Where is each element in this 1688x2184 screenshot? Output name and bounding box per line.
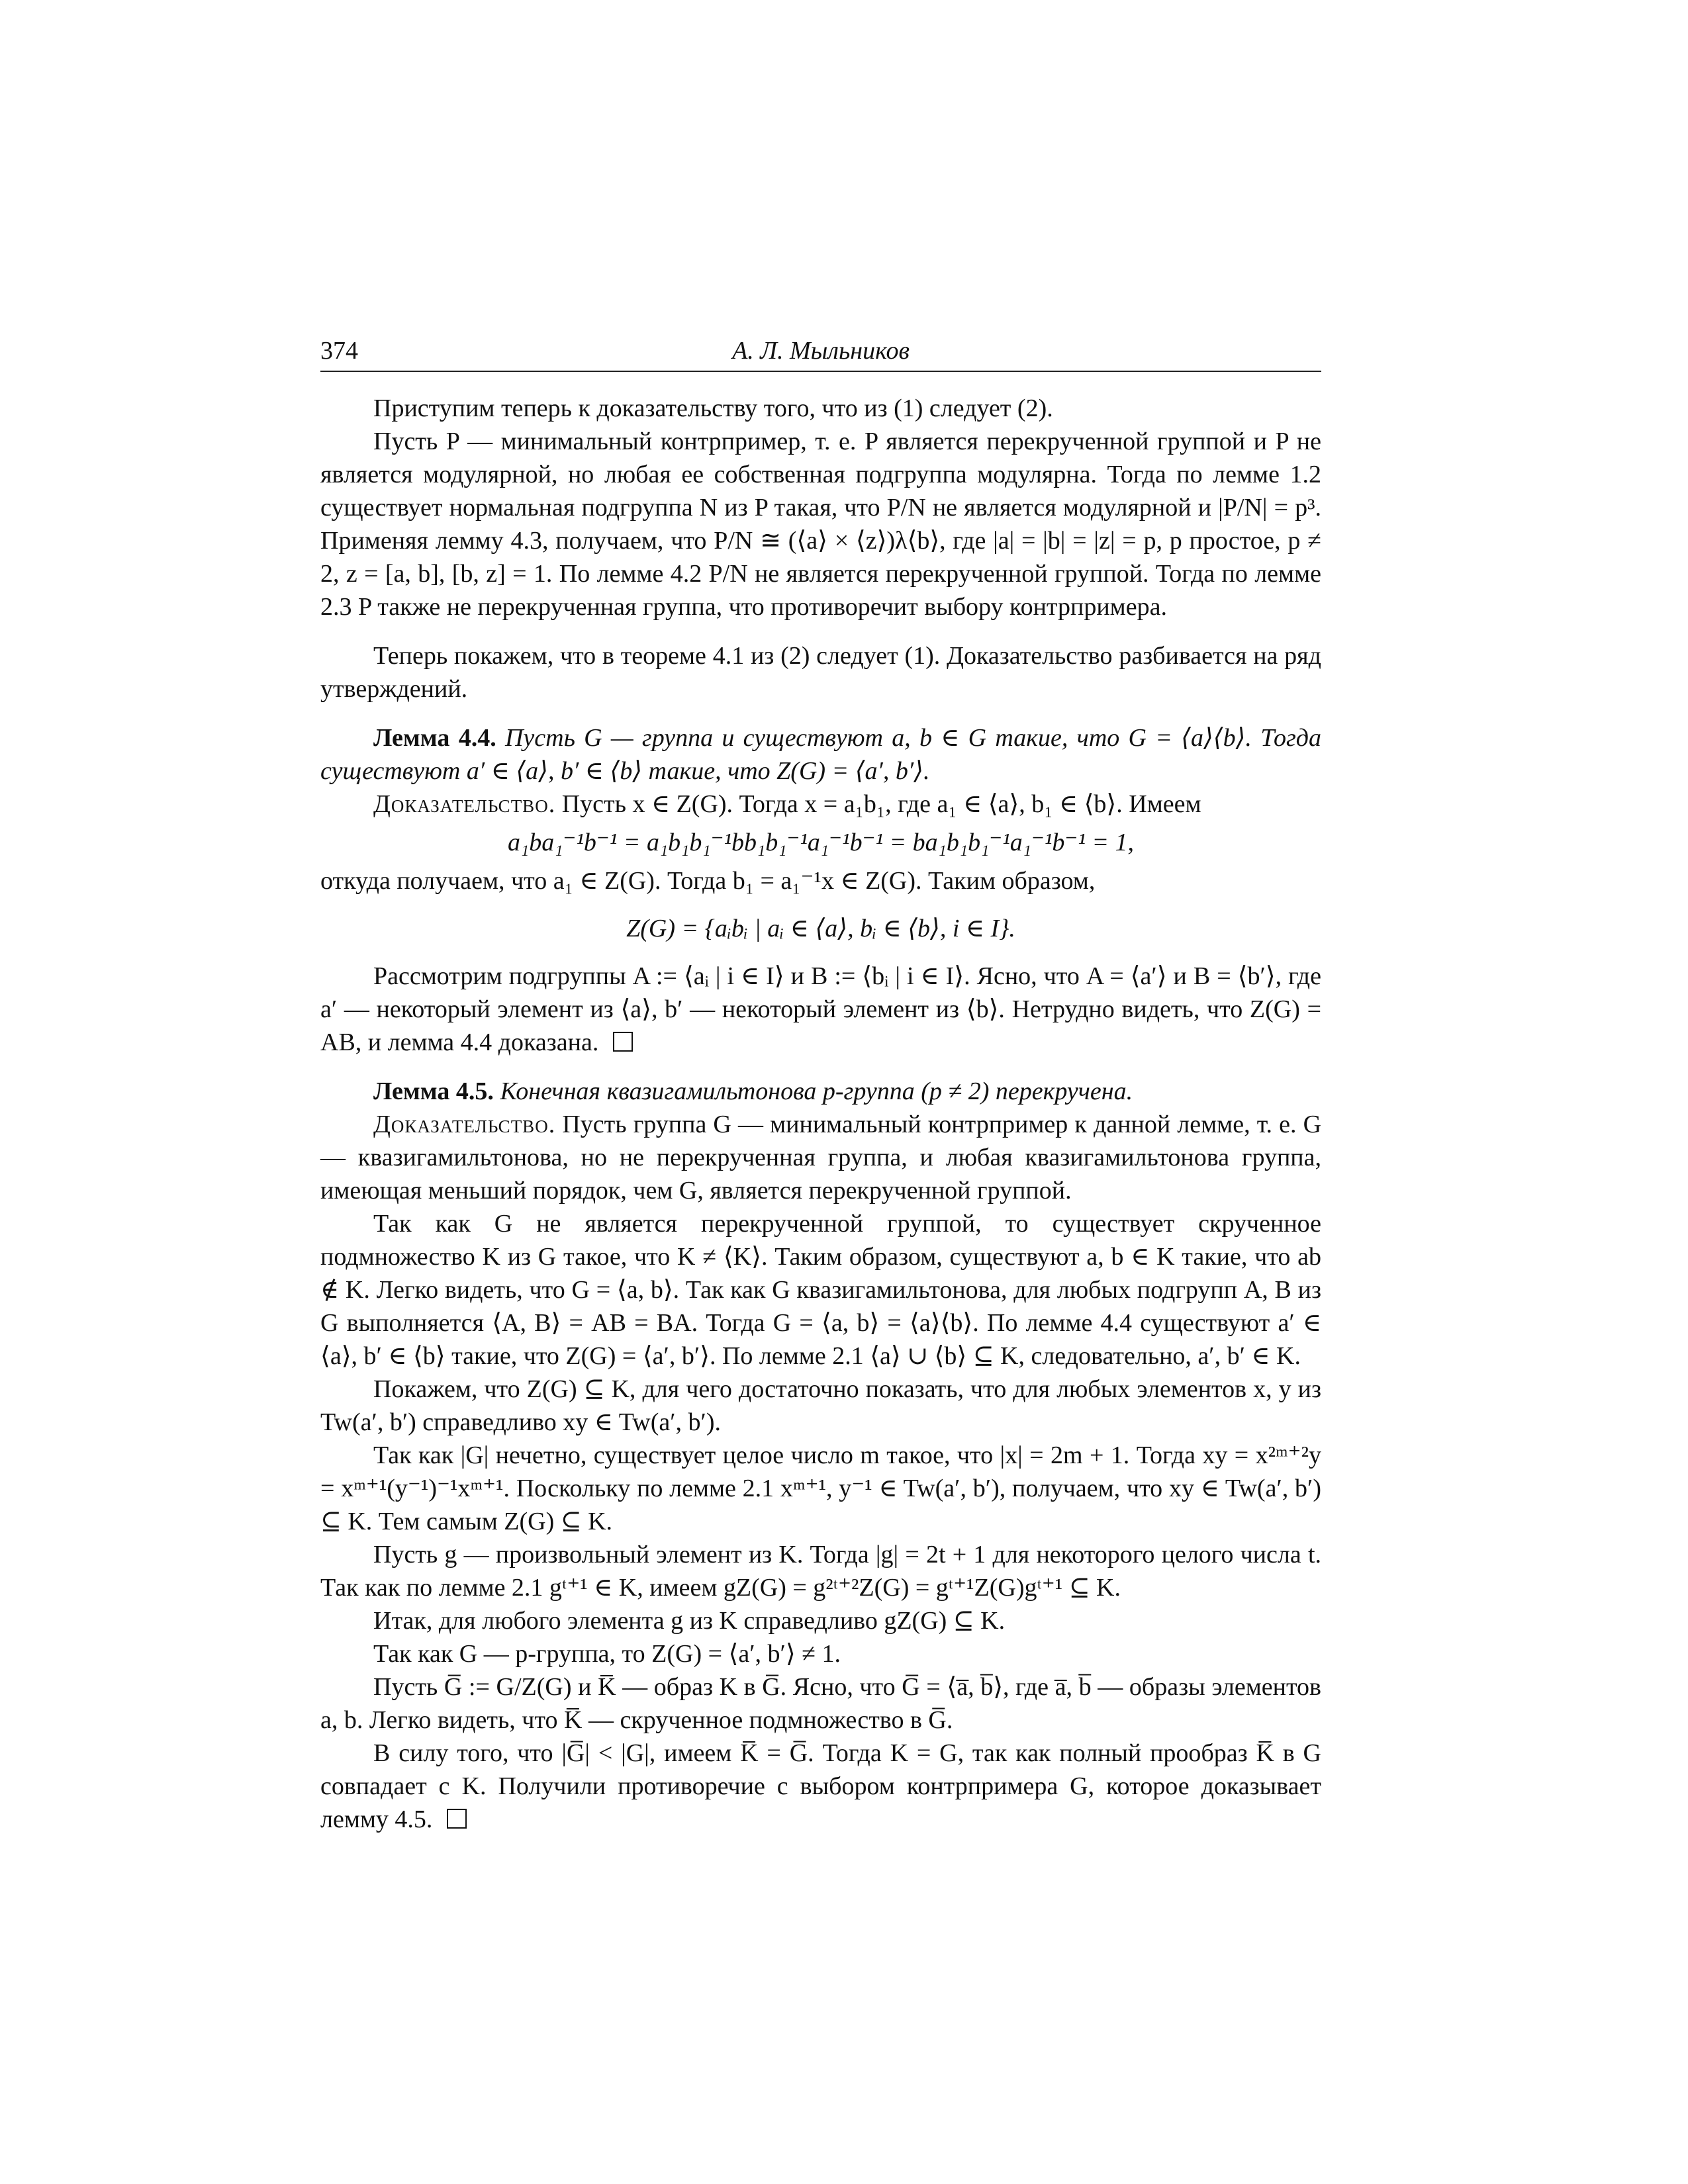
paragraph: Итак, для любого элемента g из K справедливо gZ(G) ⊆ K. (373, 1607, 1006, 1635)
paragraph: Приступим теперь к доказательству того, что из (1) следует (2). (373, 394, 1053, 422)
display-equation: Z(G) = {aᵢbᵢ | aᵢ ∈ ⟨a⟩, bᵢ ∈ ⟨b⟩, i ∈ I}. (626, 915, 1015, 942)
paragraph-text: В силу того, что |G̅| < |G|, имеем K̅ = G̅. Тогда K = G, так как полный прообраз K̅ в G совпадает с K. Получили противоречие с выбором контрпримера G, которое доказывает лемму 4.5. (320, 1739, 1321, 1833)
running-head-author: А. Л. Мыльников (732, 337, 910, 365)
paragraph: Пусть P — минимальный контрпример, т. е. P является перекрученной группой и P не является модулярной, но любая ее собственная подгруппа модулярна. Тогда по лемме 1.2 существует нормальная подгруппа N из P такая, что P/N не является модулярной и |P/N| = p³. Применяя лемму 4.3, получаем, что P/N ≅ (⟨a⟩ × ⟨z⟩)λ⟨b⟩, где |a| = |b| = |z| = p, p простое, p ≠ 2, z = [a, b], [b, z] = 1. По лемме 4.2 P/N не является перекрученной группой. Тогда по лемме 2.3 P также не перекрученная группа, что противоречит выбору контрпримера. (320, 428, 1321, 621)
lemma-statement: Конечная квазигамильтонова p-группа (p ≠ 2) перекручена. (500, 1077, 1133, 1105)
lemma-title: Лемма 4.5. (373, 1077, 494, 1105)
proof-4-4 (320, 788, 1321, 821)
proof-text: Пусть x ∈ Z(G). Тогда x = a₁b₁, где a₁ ∈ ⟨a⟩, b₁ ∈ ⟨b⟩. Имеем (561, 790, 1201, 818)
proof-heading: Доказательство. (373, 790, 556, 818)
display-equation: a₁ba₁⁻¹b⁻¹ = a₁b₁b₁⁻¹bb₁b₁⁻¹a₁⁻¹b⁻¹ = ba₁b₁b₁⁻¹a₁⁻¹b⁻¹ = 1, (507, 829, 1134, 856)
lemma-4-5 (320, 1075, 1321, 1108)
paragraph: Пусть g — произвольный элемент из K. Тогда |g| = 2t + 1 для некоторого целого числа t. Так как по лемме 2.1 gᵗ⁺¹ ∈ K, имеем gZ(G) = g²ᵗ⁺²Z(G) = gᵗ⁺¹Z(G)gᵗ⁺¹ ⊆ K. (320, 1541, 1321, 1602)
lemma-4-4 (320, 721, 1321, 788)
paragraph (320, 960, 1321, 1059)
paragraph: Теперь покажем, что в теореме 4.1 из (2) следует (1). Доказательство разбивается на ряд утверждений. (320, 642, 1321, 703)
paragraph: Так как |G| нечетно, существует целое число m такое, что |x| = 2m + 1. Тогда xy = x²ᵐ⁺²y = xᵐ⁺¹(y⁻¹)⁻¹xᵐ⁺¹. Поскольку по лемме 2.1 xᵐ⁺¹, y⁻¹ ∈ Tw(a′, b′), получаем, что xy ∈ Tw(a′, b′) ⊆ K. Тем самым Z(G) ⊆ K. (320, 1441, 1321, 1535)
proof-heading: Доказательство. (373, 1111, 556, 1138)
lemma-statement: Пусть G — группа и существуют a, b ∈ G такие, что G = ⟨a⟩⟨b⟩. Тогда существуют a′ ∈ ⟨a⟩, b′ ∈ ⟨b⟩ такие, что Z(G) = ⟨a′, b′⟩. (320, 724, 1322, 785)
qed-square-icon (447, 1809, 467, 1829)
page-number: 374 (320, 337, 358, 365)
qed-square-icon (613, 1032, 633, 1052)
page-body (320, 392, 1321, 1836)
running-header (320, 331, 1321, 372)
proof-4-5 (320, 1108, 1321, 1207)
paragraph: Покажем, что Z(G) ⊆ K, для чего достаточно показать, что для любых элементов x, y из Tw(a′, b′) справедливо xy ∈ Tw(a′, b′). (320, 1375, 1321, 1436)
paragraph: Так как G не является перекрученной группой, то существует скрученное подмножество K из G такое, что K ≠ ⟨K⟩. Таким образом, существуют a, b ∈ K такие, что ab ∉ K. Легко видеть, что G = ⟨a, b⟩. Так как G квазигамильтонова, для любых подгрупп A, B из G выполняется ⟨A, B⟩ = AB = BA. Тогда G = ⟨a, b⟩ = ⟨a⟩⟨b⟩. По лемме 4.4 существуют a′ ∈ ⟨a⟩, b′ ∈ ⟨b⟩ такие, что Z(G) = ⟨a′, b′⟩. По лемме 2.1 ⟨a⟩ ∪ ⟨b⟩ ⊆ K, следовательно, a′, b′ ∈ K. (320, 1210, 1321, 1370)
paragraph: Так как G — p-группа, то Z(G) = ⟨a′, b′⟩ ≠ 1. (373, 1640, 841, 1668)
page (320, 331, 1321, 1836)
paragraph: Пусть G̅ := G/Z(G) и K̅ — образ K в G̅. Ясно, что G̅ = ⟨a̅, b̅⟩, где a̅, b̅ — образы элементов a, b. Легко видеть, что K̅ — скрученное подмножество в G̅. (320, 1673, 1321, 1734)
paragraph (320, 1737, 1321, 1836)
proof-text: Пусть группа G — минимальный контрпример к данной лемме, т. е. G — квазигамильтонова, но не перекрученная группа, и любая квазигамильтонова группа, имеющая меньший порядок, чем G, является перекрученной группой. (320, 1111, 1322, 1205)
lemma-title: Лемма 4.4. (373, 724, 496, 752)
paragraph-text: Рассмотрим подгруппы A := ⟨aᵢ | i ∈ I⟩ и B := ⟨bᵢ | i ∈ I⟩. Ясно, что A = ⟨a′⟩ и B = ⟨b′⟩, где a′ — некоторый элемент из ⟨a⟩, b′ — некоторый элемент из ⟨b⟩. Нетрудно видеть, что Z(G) = AB, и лемма 4.4 доказана. (320, 962, 1321, 1056)
paragraph: откуда получаем, что a₁ ∈ Z(G). Тогда b₁ = a₁⁻¹x ∈ Z(G). Таким образом, (320, 867, 1096, 895)
